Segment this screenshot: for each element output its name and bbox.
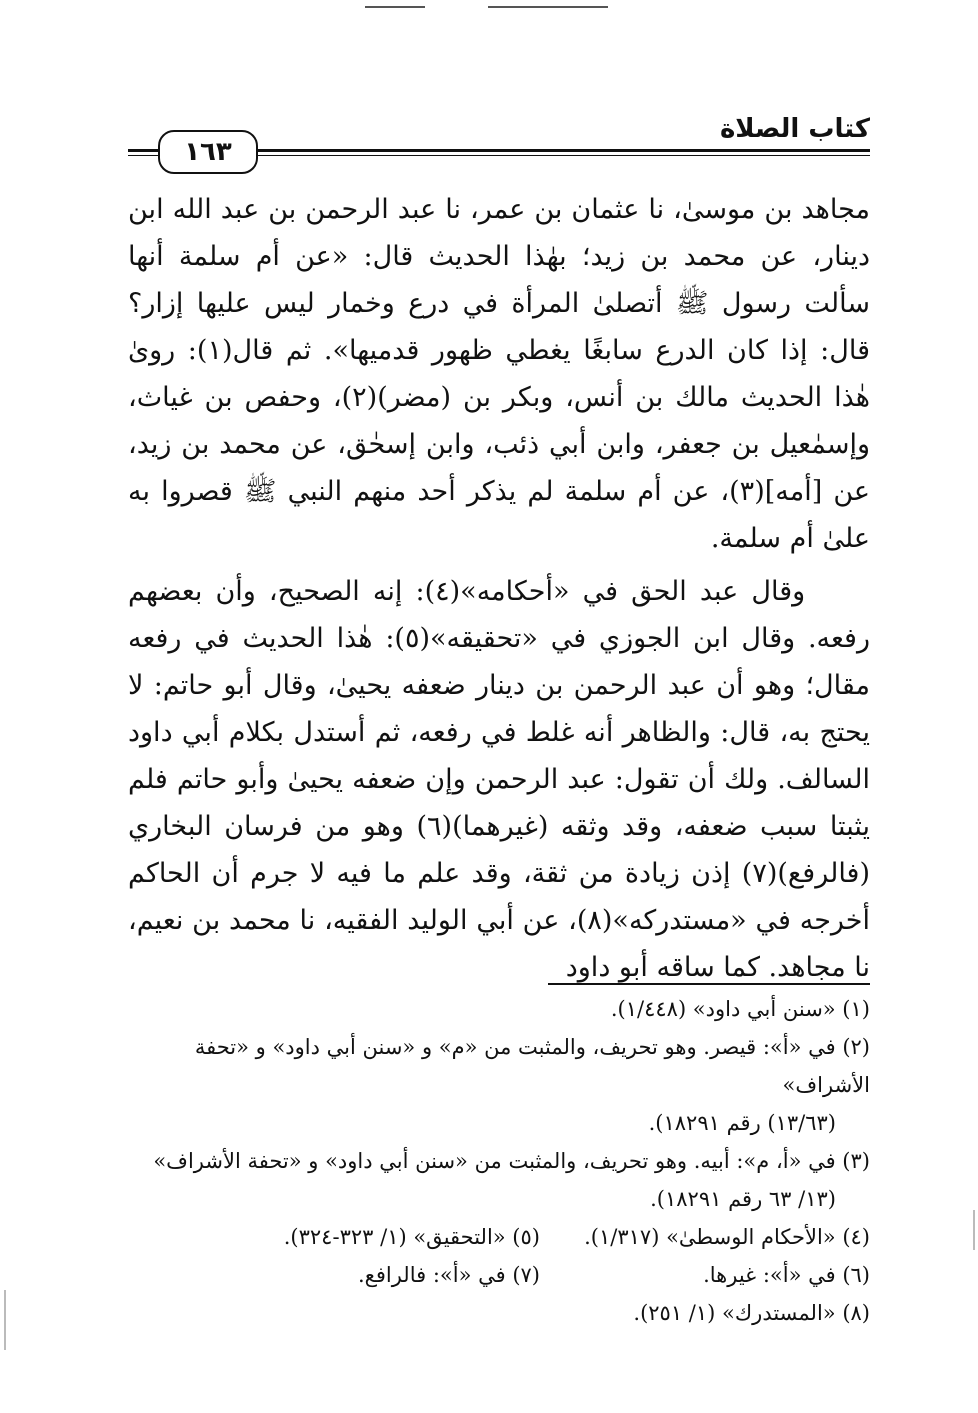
footnote-2-continued: (١٣/٦٣) رقم ١٨٢٩١). bbox=[648, 1111, 836, 1135]
footnotes bbox=[128, 990, 870, 1332]
scan-edge-mark bbox=[973, 1210, 975, 1250]
chapter-title: كتاب الصلاة bbox=[712, 114, 870, 144]
footnote-4: (٤) «الأحكام الوسطىٰ» (١/٣١٧). bbox=[584, 1225, 870, 1249]
footnote-row bbox=[128, 1218, 870, 1256]
footnote-5: (٥) «التحقيق» (١/ ٣٢٣-٣٢٤). bbox=[283, 1225, 540, 1249]
top-hairline bbox=[365, 6, 425, 8]
footnote-1: (١) «سنن أبي داود» (١/٤٤٨). bbox=[610, 997, 870, 1021]
top-hairline bbox=[488, 6, 608, 8]
page-number: ١٦٣ bbox=[158, 130, 258, 174]
footnote-6: (٦) في «أ»: غيرها. bbox=[703, 1263, 870, 1287]
main-text bbox=[128, 186, 870, 991]
paragraph: وقال عبد الحق في «أحكامه»(٤): إنه الصحيح، وأن بعضهم رفعه. وقال ابن الجوزي في «تحقيقه»(٥): هٰذا الحديث في رفعه مقال؛ وهو أن عبد الرحمن بن دينار ضعفه يحيىٰ، وقال أبو حاتم: لا يحتج به، قال: والظاهر أنه غلط في رفعه، ثم أستدل بكلام أبي داود السالف. ولك أن تقول: عبد الرحمن وإن ضعفه يحيىٰ وأبو حاتم فلم يثبتا سبب ضعفه، وقد وثقه (غيرهما)(٦) وهو من فرسان البخاري (فالرفع)(٧) إذن زيادة من ثقة، وقد علم ما فيه لا جرم أن الحاكم أخرجه في «مستدركه»(٨)، عن أبي الوليد الفقيه، نا محمد بن نعيم، نا مجاهد. كما ساقه أبو داود bbox=[128, 576, 870, 983]
footnote-8: (٨) «المستدرك» (١/ ٢٥١). bbox=[633, 1301, 870, 1325]
scan-edge-mark bbox=[4, 1290, 6, 1350]
footnote-3-continued: (١٣/ ٦٣ رقم ١٨٢٩١). bbox=[650, 1187, 836, 1211]
running-header bbox=[128, 110, 870, 170]
footnote-separator bbox=[548, 983, 870, 985]
paragraph: مجاهد بن موسىٰ، نا عثمان بن عمر، نا عبد الرحمن بن عبد الله ابن دينار، عن محمد بن زيد؛ بهٰذا الحديث قال: «عن أم سلمة أنها سألت رسول ﷺ أتصلىٰ المرأة في درع وخمار ليس عليها إزار؟ قال: إذا كان الدرع سابغًا يغطي ظهور قدميها». ثم قال(١): روىٰ هٰذا الحديث مالك بن أنس، وبكر بن (مضر)(٢)، وحفص بن غياث، وإسمٰعيل بن جعفر، وابن أبي ذئب، وابن إسحٰق، عن محمد بن زيد، عن [أمه](٣)، عن أم سلمة لم يذكر أحد منهم النبي ﷺ قصروا به علىٰ أم سلمة. bbox=[128, 194, 870, 554]
footnote-3: (٣) في «أ، م»: أبيه. وهو تحريف، والمثبت من «سنن أبي داود» و «تحفة الأشراف» bbox=[153, 1149, 870, 1173]
footnote-2: (٢) في «أ»: قيصر. وهو تحريف، والمثبت من «م» و «سنن أبي داود» و «تحفة الأشراف» bbox=[194, 1035, 870, 1097]
footnote-row bbox=[128, 1256, 870, 1294]
footnote-7: (٧) في «أ»: فالرافع. bbox=[358, 1263, 540, 1287]
